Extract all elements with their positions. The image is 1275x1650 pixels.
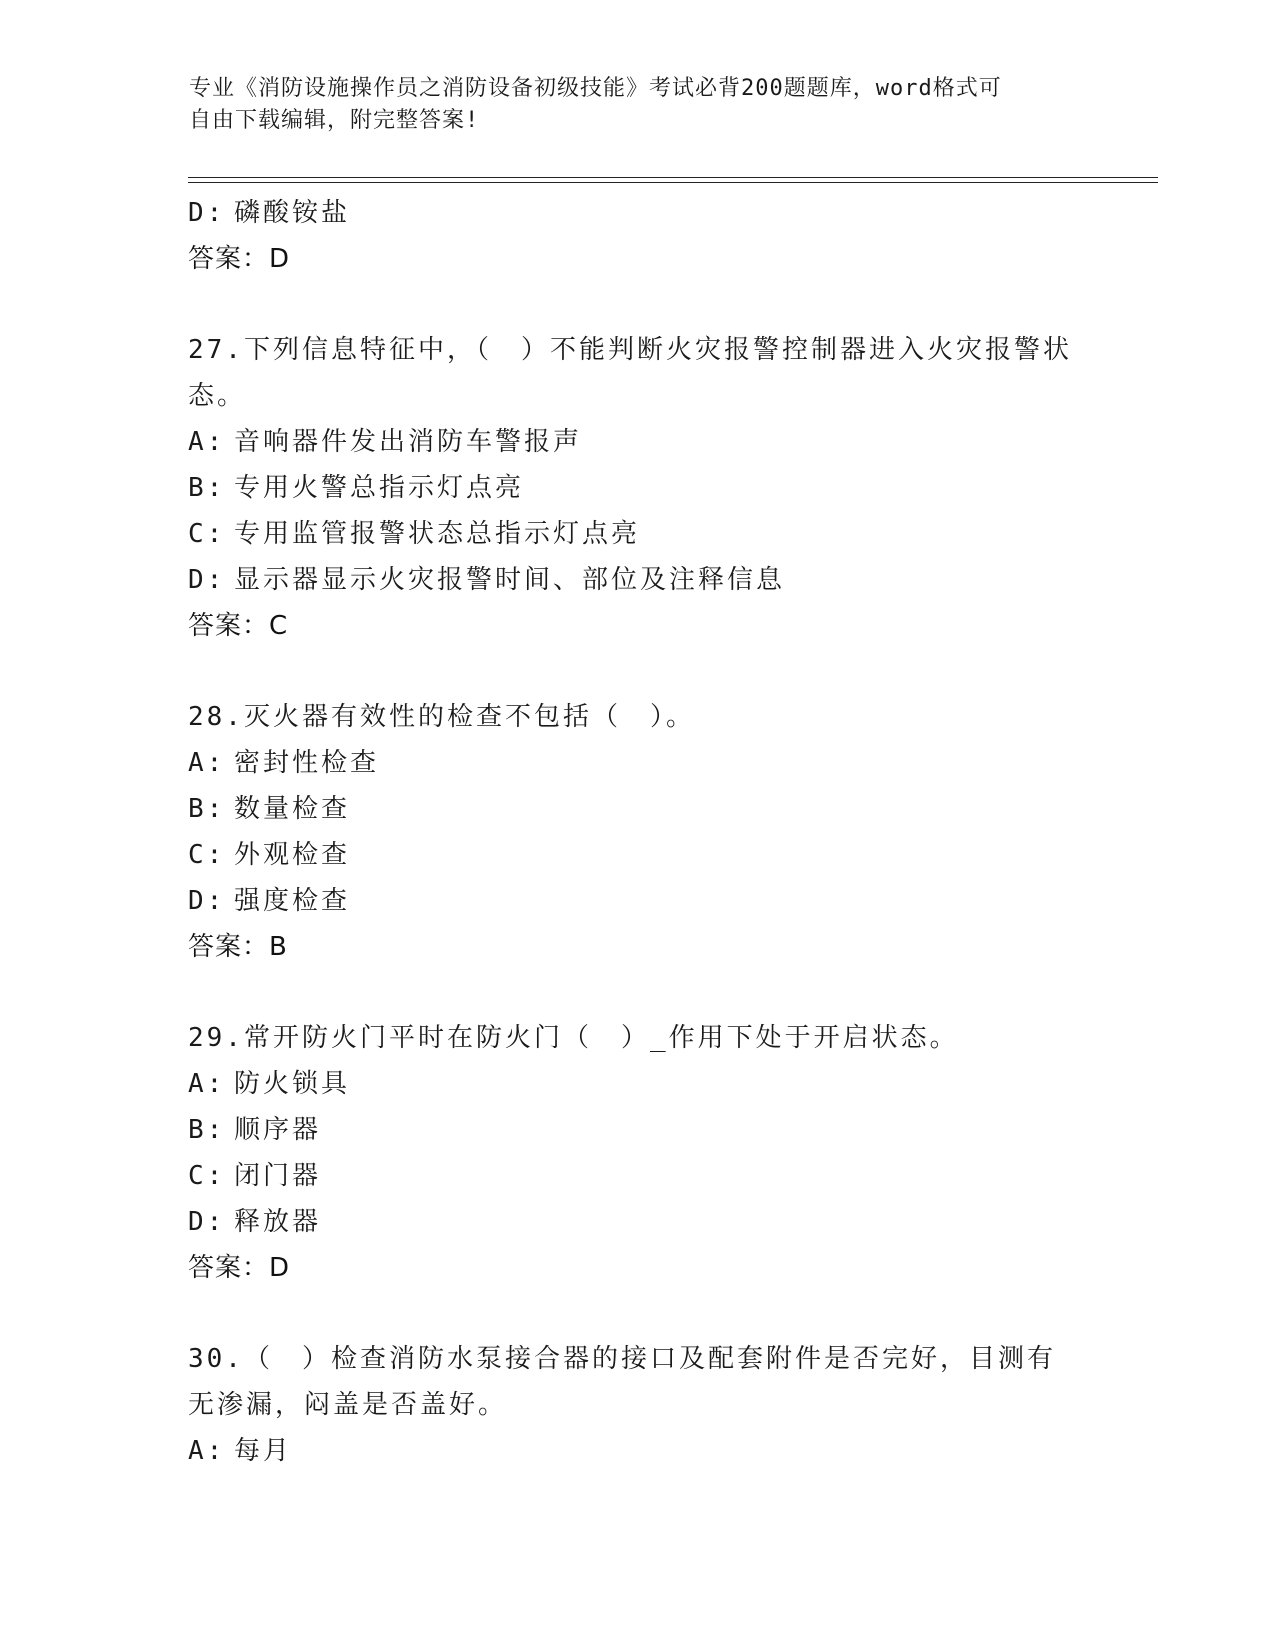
header-title-line-1: 专业《消防设施操作员之消防设备初级技能》考试必背200题题库，word格式可	[189, 76, 1002, 101]
option-label: B:	[188, 473, 226, 503]
option-label: C:	[188, 840, 226, 870]
option-label: A:	[188, 427, 226, 457]
option-label: C:	[188, 1161, 226, 1191]
option-text: 数量检查	[234, 794, 351, 824]
option-a	[188, 740, 1088, 786]
option-c	[188, 832, 1088, 878]
option-text: 音响器件发出消防车警报声	[234, 427, 583, 457]
question-stem: 30.（ ）检查消防水泵接合器的接口及配套附件是否完好，目测有无渗漏，闷盖是否盖好。	[188, 1344, 1056, 1420]
option-d	[188, 878, 1088, 924]
option-label: A:	[188, 1069, 226, 1099]
option-text: 闭门器	[234, 1161, 322, 1191]
answer-line: 答案：B	[188, 932, 288, 962]
option-b	[188, 786, 1088, 832]
option-text: 专用火警总指示灯点亮	[234, 473, 525, 503]
option-label: A:	[188, 748, 226, 778]
option-label: B:	[188, 1115, 226, 1145]
option-text: 磷酸铵盐	[234, 198, 351, 228]
option-text: 密封性检查	[234, 748, 380, 778]
header-title-line-2: 自由下载编辑，附完整答案!	[189, 108, 480, 133]
header-divider-top	[188, 177, 1158, 178]
option-text: 每月	[234, 1436, 293, 1466]
answer-line: 答案：C	[188, 611, 289, 641]
option-text: 释放器	[234, 1207, 322, 1237]
option-text: 专用监管报警状态总指示灯点亮	[234, 519, 641, 549]
option-a	[188, 1428, 1088, 1474]
option-text: 防火锁具	[234, 1069, 351, 1099]
question-stem: 27.下列信息特征中，（ ）不能判断火灾报警控制器进入火灾报警状态。	[188, 335, 1072, 411]
option-b	[188, 465, 1088, 511]
question-stem: 28.灭火器有效性的检查不包括（ ）。	[188, 702, 695, 732]
option-d	[188, 557, 1088, 603]
option-label: D:	[188, 198, 226, 228]
option-c	[188, 1153, 1088, 1199]
option-a	[188, 1061, 1088, 1107]
option-c	[188, 511, 1088, 557]
option-b	[188, 1107, 1088, 1153]
option-d	[188, 190, 1088, 236]
answer-line: 答案：D	[188, 244, 291, 274]
page-header	[189, 73, 1069, 137]
option-label: D:	[188, 886, 226, 916]
option-a	[188, 419, 1088, 465]
header-divider-bottom	[188, 182, 1158, 183]
option-text: 外观检查	[234, 840, 351, 870]
option-text: 顺序器	[234, 1115, 322, 1145]
option-label: D:	[188, 565, 226, 595]
option-label: A:	[188, 1436, 226, 1466]
option-label: B:	[188, 794, 226, 824]
answer-line: 答案：D	[188, 1253, 291, 1283]
option-text: 显示器显示火灾报警时间、部位及注释信息	[234, 565, 786, 595]
question-stem: 29.常开防火门平时在防火门（ ）_作用下处于开启状态。	[188, 1023, 959, 1053]
option-label: D:	[188, 1207, 226, 1237]
option-label: C:	[188, 519, 226, 549]
option-text: 强度检查	[234, 886, 351, 916]
option-d	[188, 1199, 1088, 1245]
question-list	[188, 190, 1088, 1474]
